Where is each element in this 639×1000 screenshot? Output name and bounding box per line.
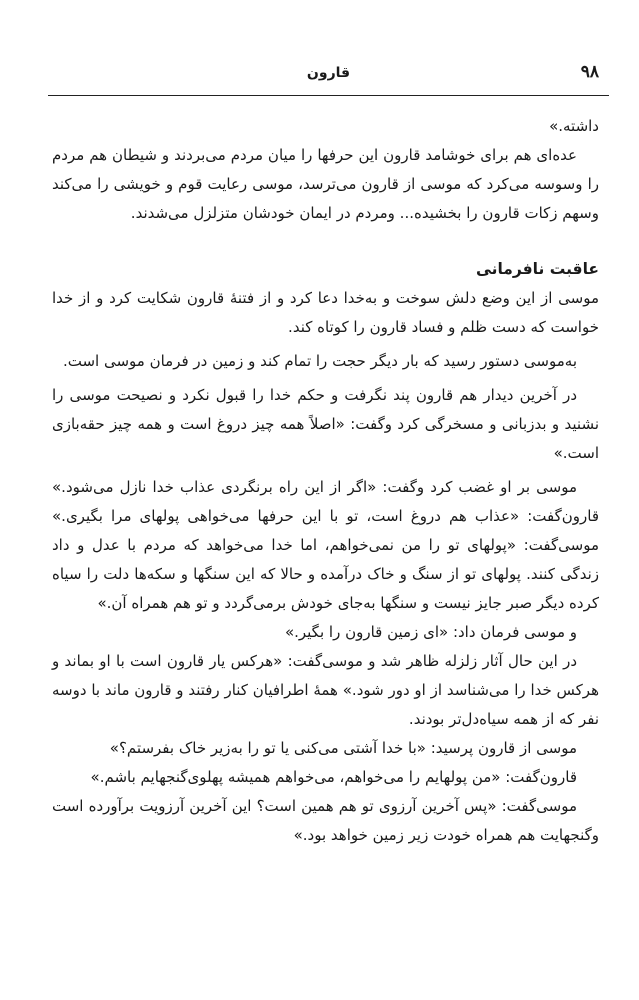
running-title: قارون: [306, 65, 351, 81]
paragraph: در آخرین دیدار هم قارون پند نگرفت و حکم خدا را قبول نکرد و نصیحت موسی را نشنید و بدزبانی و مسخرگی کرد وگفت: «اصلاً همه چیز دروغ است و همه چیز حقه‌بازی است.»: [52, 386, 599, 462]
paragraph: و موسی فرمان داد: «ای زمین قارون را بگیر.»: [284, 623, 577, 641]
paragraph: به‌موسی دستور رسید که بار دیگر حجت را تمام کند و زمین در فرمان موسی است.: [62, 352, 577, 370]
paragraph: موسی از این وضع دلش سوخت و به‌خدا دعا کرد و از فتنهٔ قارون شکایت کرد و از خدا خواست که دست ظلم و فساد قارون را کوتاه کند.: [52, 289, 599, 336]
paragraph: عده‌ای هم برای خوشامد قارون این حرفها را میان مردم می‌بردند و شیطان هم مردم را وسوسه می‌کرد که موسی از قارون می‌ترسد، موسی رعایت قوم و خویشی را می‌کند وسهم زکات قارون را بخشیده... ومردم در ایمان خودشان متزلزل می‌شدند.: [52, 146, 599, 222]
paragraph: موسی از قارون پرسید: «با خدا آشتی می‌کنی یا تو را به‌زیر خاک بفرستم؟»: [109, 739, 577, 757]
paragraph: موسی بر او غضب کرد وگفت: «اگر از این راه برنگردی عذاب خدا نازل می‌شود.» قارون‌گفت: «عذاب هم دروغ است، تو با این حرفها می‌خواهی پولهای مرا بگیری.» موسی‌گفت: «پولهای تو را من نمی‌خواهم، اما خدا می‌خواهد که مردم با عدل و داد زندگی کنند. پولهای تو از سنگ و خاک درآمده و حالا که این سنگها و سکه‌ها دلت را سیاه کرده دیگر صبر جایز نیست و سنگها به‌جای خودش برمی‌گردد و تو هم همراه آن.»: [52, 478, 599, 612]
paragraph: در این حال آثار زلزله ظاهر شد و موسی‌گفت: «هرکس یار قارون است با او بماند و هرکس خدا را می‌شناسد از او دور شود.» همهٔ اطرافیان کنار رفتند و قارون ماند با دوسه نفر که از همه سیاه‌دل‌تر بودند.: [52, 652, 599, 728]
header-rule: [48, 95, 609, 96]
paragraph: موسی‌گفت: «پس آخرین آرزوی تو هم همین است؟ این آخرین آرزویت برآورده است وگنجهایت هم همراه خودت زیر زمین خواهد بود.»: [52, 797, 599, 844]
section-heading: عاقبت نافرمانی: [475, 260, 599, 278]
page-body: [52, 112, 599, 850]
paragraph: قارون‌گفت: «من پولهایم را می‌خواهم، می‌خواهم همیشه پهلوی‌گنجهایم باشم.»: [90, 768, 577, 786]
page-number: ۹۸: [580, 62, 599, 82]
page-header: [48, 56, 609, 92]
paragraph: داشته.»: [549, 117, 599, 135]
